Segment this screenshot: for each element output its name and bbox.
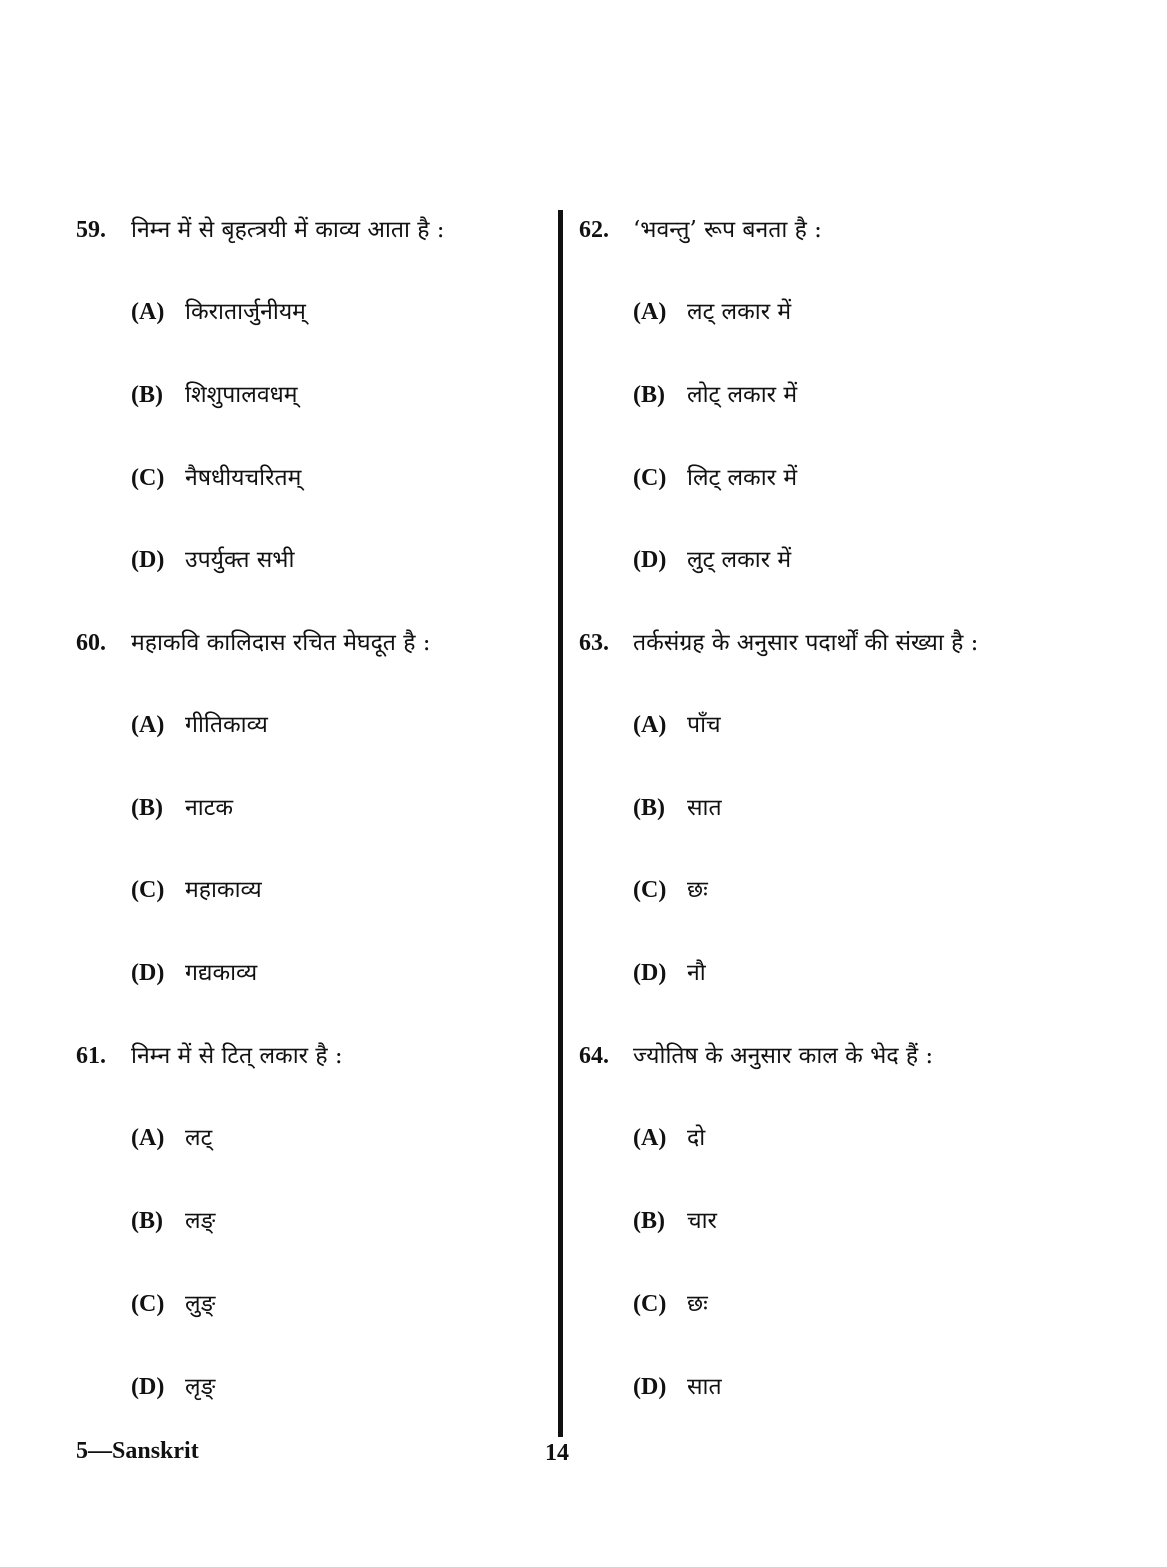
option-text: लृङ्: [185, 1374, 216, 1400]
question-text: ‘भवन्तु’ रूप बनता है :: [633, 217, 822, 243]
option-text: लट्: [185, 1125, 213, 1151]
option-letter: (C): [131, 1291, 165, 1317]
option-letter: (C): [633, 877, 667, 903]
option-text: गीतिकाव्य: [185, 712, 268, 738]
question-text: तर्कसंग्रह के अनुसार पदार्थों की संख्या है :: [633, 630, 979, 656]
option-text: गद्यकाव्य: [185, 960, 258, 986]
option-letter: (D): [633, 960, 667, 986]
question-number: 60.: [76, 630, 106, 656]
option-letter: (D): [131, 960, 165, 986]
paper-code: 5—Sanskrit: [76, 1438, 199, 1464]
question-number: 62.: [579, 217, 609, 243]
option-letter: (A): [131, 1125, 165, 1151]
option-letter: (C): [633, 465, 667, 491]
option-text: किरातार्जुनीयम्: [185, 299, 306, 325]
option-letter: (C): [131, 877, 165, 903]
option-letter: (B): [633, 1208, 665, 1234]
option-text: नैषधीयचरितम्: [185, 465, 302, 491]
option-letter: (D): [131, 1374, 165, 1400]
option-letter: (C): [131, 465, 165, 491]
question-number: 59.: [76, 217, 106, 243]
option-text: पाँच: [687, 712, 721, 738]
option-letter: (A): [633, 712, 667, 738]
option-text: सात: [687, 795, 722, 821]
option-letter: (A): [633, 1125, 667, 1151]
option-text: चार: [687, 1208, 717, 1234]
question-number: 64.: [579, 1043, 609, 1069]
question-text: निम्न में से बृहत्त्रयी में काव्य आता है :: [131, 217, 445, 243]
option-letter: (C): [633, 1291, 667, 1317]
option-text: छः: [687, 1291, 708, 1317]
option-letter: (A): [131, 299, 165, 325]
option-letter: (B): [131, 795, 163, 821]
option-text: सात: [687, 1374, 722, 1400]
option-text: नाटक: [185, 795, 233, 821]
option-text: नौ: [687, 960, 706, 986]
option-text: लङ्: [185, 1208, 216, 1234]
option-letter: (B): [131, 382, 163, 408]
option-text: लुट् लकार में: [687, 547, 792, 573]
option-letter: (B): [633, 382, 665, 408]
option-text: लुङ्: [185, 1291, 216, 1317]
question-number: 63.: [579, 630, 609, 656]
option-text: लिट् लकार में: [687, 465, 798, 491]
option-text: महाकाव्य: [185, 877, 262, 903]
option-letter: (A): [633, 299, 667, 325]
option-text: छः: [687, 877, 708, 903]
option-letter: (D): [633, 547, 667, 573]
option-text: लट् लकार में: [687, 299, 792, 325]
question-text: ज्योतिष के अनुसार काल के भेद हैं :: [633, 1043, 934, 1069]
column-divider: [558, 210, 563, 1437]
option-text: उपर्युक्त सभी: [185, 547, 295, 573]
option-letter: (D): [131, 547, 165, 573]
question-number: 61.: [76, 1043, 106, 1069]
page-number: 14: [545, 1440, 569, 1466]
option-letter: (B): [633, 795, 665, 821]
question-text: निम्न में से टित् लकार है :: [131, 1043, 343, 1069]
option-text: लोट् लकार में: [687, 382, 798, 408]
question-text: महाकवि कालिदास रचित मेघदूत है :: [131, 630, 431, 656]
option-letter: (A): [131, 712, 165, 738]
option-letter: (B): [131, 1208, 163, 1234]
option-letter: (D): [633, 1374, 667, 1400]
option-text: शिशुपालवधम्: [185, 382, 298, 408]
option-text: दो: [687, 1125, 706, 1151]
